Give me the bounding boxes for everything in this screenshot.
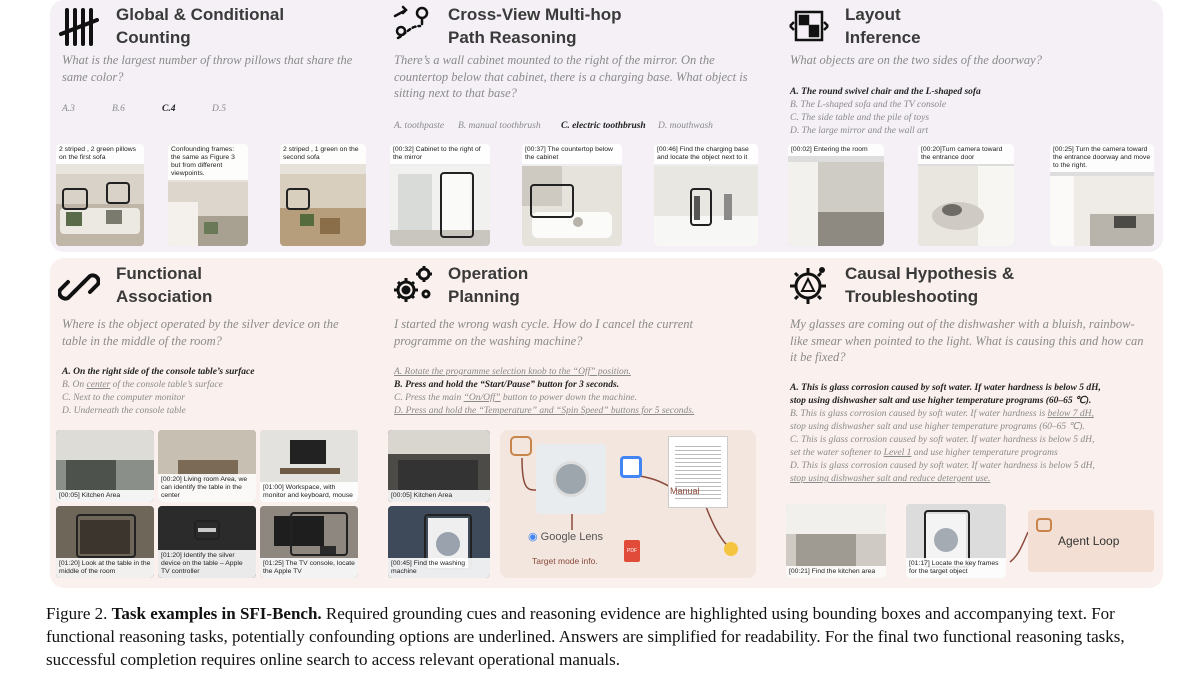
functional-bbox-4 [76, 514, 136, 558]
operation-frame-1 [388, 430, 490, 502]
causal-frame-1 [786, 504, 886, 578]
entering-room-photo [788, 162, 884, 246]
operation-frame-2-caption: [00:45] Find the washing machine [388, 558, 490, 578]
causal-option-d-confounder: stop using dishwasher salt and reduce detergent use. [790, 474, 991, 484]
google-icon [620, 456, 642, 478]
causal-option-c-line2 [790, 447, 1160, 460]
functional-options [62, 366, 372, 418]
operation-frame-2 [388, 506, 490, 578]
causal-option-b-prefix: B. This is glass corrosion caused by soft water. If water hardness is [790, 409, 1048, 419]
functional-title-line2: Association [116, 287, 213, 306]
functional-question: Where is the object operated by the silver device on the table in the middle of the room? [62, 317, 339, 348]
lightbulb-icon [724, 542, 738, 556]
functional-frame-4 [56, 506, 154, 578]
counting-frame-3 [280, 144, 366, 246]
causal-title-line1: Causal Hypothesis & [845, 264, 1015, 283]
manual-document [668, 436, 728, 508]
causal-option-a-line2: stop using dishwasher salt and use higher temperature programs (60–65 ℃). [790, 396, 1092, 406]
functional-title [116, 262, 212, 308]
functional-frame-5 [158, 506, 256, 578]
operation-option-c [394, 392, 764, 405]
counting-question: What is the largest number of throw pillows that share the same color? [62, 53, 353, 84]
path-title [448, 3, 621, 49]
path-question: There’s a wall cabinet mounted to the right of the mirror. On the countertop below that cabinet, there is a charging base. What object is sitting next to that base? [394, 53, 748, 100]
causal-frame-1-caption: [00:21] Find the kitchen area [786, 566, 886, 578]
functional-option-c: C. Next to the computer monitor [62, 393, 185, 403]
functional-frame-6-caption: [01:25] The TV console, locate the Apple TV [260, 558, 358, 578]
path-frame-1-caption: [00:32] Cabinet to the right of the mirror [390, 144, 490, 164]
caption-label: Figure 2. [46, 604, 108, 623]
functional-option-a: A. On the right side of the console table’s surface [62, 367, 255, 377]
layout-frame-1 [788, 144, 884, 246]
layout-option-c: C. The side table and the pile of toys [790, 113, 930, 123]
counting-frame-1-caption: 2 striped , 2 green pillows on the first sofa [56, 144, 144, 164]
manual-label: Manual [670, 486, 700, 496]
tally-marks-icon [58, 6, 100, 48]
layout-frame-3 [1050, 144, 1154, 246]
washing-machine-thumbnail [536, 444, 606, 514]
layout-title [845, 3, 921, 49]
doorway-photo [1050, 176, 1154, 246]
causal-option-b-line1 [790, 408, 1160, 421]
functional-option-b [62, 379, 372, 392]
counting-frame-3-caption: 2 striped , 1 green on the second sofa [280, 144, 366, 164]
causal-options [790, 382, 1160, 486]
sofa-photo [56, 174, 144, 246]
path-option-a: A. toothpaste [394, 121, 445, 131]
layout-frame-1-caption: [00:02] Entering the room [788, 144, 884, 156]
counting-option-d: D.5 [212, 104, 226, 114]
google-lens-label [528, 530, 603, 543]
functional-frame-3-caption: [01:00] Workspace, with monitor and keyboard, mouse [260, 482, 358, 502]
operation-question: I started the wrong wash cycle. How do I cancel the current programme on the washing machine? [394, 317, 694, 348]
layout-frame-2-caption: [00:20]Turn camera toward the entrance door [918, 144, 1014, 164]
path-title-line2: Path Reasoning [448, 28, 577, 47]
causal-option-c-prefix: set the water softener to [790, 448, 884, 458]
layout-options [790, 86, 1150, 138]
gears-icon [392, 264, 434, 306]
operation-option-c-confounder: “On/Off” [463, 393, 501, 403]
counting-bbox-1b [106, 182, 130, 204]
second-sofa-photo [280, 174, 366, 246]
functional-bbox-5 [194, 520, 220, 540]
functional-frame-6 [260, 506, 358, 578]
functional-option-b-confounder: center [86, 380, 111, 390]
route-map-icon [392, 4, 434, 46]
causal-frame-2 [906, 504, 1006, 578]
operation-option-a-text: A. Rotate the programme selection knob to the “Off” position. [394, 367, 631, 377]
functional-frame-1-caption: [00:05] Kitchen Area [56, 490, 154, 502]
causal-option-b-confounder: below 7 dH, [1047, 409, 1094, 419]
functional-frame-4-caption: [01:20] Look at the table in the middle of the room [56, 558, 154, 578]
counting-frame-2 [168, 144, 248, 246]
path-frame-3-caption: [00:46] Find the charging base and locate the object next to it [654, 144, 758, 164]
causal-question: My glasses are coming out of the dishwasher with a bluish, rainbow-like smear when pointed to the light. What is causing this and how can it be fixed? [790, 317, 1144, 364]
operation-option-c-prefix: C. Press the main [394, 393, 464, 403]
caption-bold: Task examples in SFI-Bench. [111, 604, 322, 623]
room-photo [168, 182, 248, 246]
operation-option-b: B. Press and hold the “Start/Pause” button for 3 seconds. [394, 380, 620, 390]
causal-frame-2-caption: [01:17] Locate the key frames for the target object [906, 558, 1006, 578]
path-frame-1 [390, 144, 490, 246]
path-bbox-2 [530, 184, 574, 218]
counting-title-line2: Counting [116, 28, 191, 47]
layout-option-d: D. The large mirror and the wall art [790, 126, 929, 136]
operation-options [394, 366, 764, 418]
path-option-d: D. mouthwash [658, 121, 713, 131]
operation-frame-1-caption: [00:05] Kitchen Area [388, 490, 490, 502]
functional-frame-2 [158, 430, 256, 502]
layout-option-b: B. The L-shaped sofa and the TV console [790, 100, 947, 110]
google-lens-icon: ◉ [528, 531, 538, 543]
operation-option-c-suffix: button to power down the machine. [500, 393, 637, 403]
counting-frame-2-caption: Confounding frames: the same as Figure 3 but from different viewpoints. [168, 144, 248, 180]
causal-option-d-line2 [790, 473, 1160, 486]
path-option-b: B. manual toothbrush [458, 121, 541, 131]
counting-title-line1: Global & Conditional [116, 5, 285, 24]
agent-loop-box [1028, 510, 1154, 572]
causal-option-a-line1: A. This is glass corrosion caused by soft water. If water hardness is below 5 dH, [790, 383, 1101, 393]
caption-text: Required grounding cues and reasoning evidence are highlighted using bounding boxes and accompanying text. For functional reasoning tasks, potentially confounding options are underlined. Answers are simplified for readability. For the final two functional reasoning tasks, successful completion requires online search to access relevant operational manuals. [46, 604, 1125, 669]
functional-frame-2-caption: [00:20] Living room Area, we can identify the table in the center [158, 474, 256, 502]
layout-option-a: A. The round swivel chair and the L-shaped sofa [790, 87, 981, 97]
functional-frame-5-caption: [01:20] Identify the silver device on the table – Apple TV controller [158, 550, 256, 578]
functional-title-line1: Functional [116, 264, 202, 283]
path-frame-2-caption: [00:37] The countertop below the cabinet [522, 144, 622, 164]
counting-option-c: C.4 [162, 104, 176, 114]
gear-warning-icon [788, 264, 830, 306]
counting-bbox-3 [286, 188, 310, 210]
operation-title-line2: Planning [448, 287, 520, 306]
google-lens-text: Google Lens [540, 531, 604, 543]
functional-option-b-prefix: B. On [62, 380, 87, 390]
causal-option-c-confounder: Level 1 [883, 448, 912, 458]
path-bbox-1 [440, 172, 474, 238]
causal-option-c-suffix: and use higher temperature programs [911, 448, 1058, 458]
layout-frame-3-caption: [00:25] Turn the camera toward the entrance doorway and move to the right. [1050, 144, 1154, 172]
functional-option-b-suffix: of the console table’s surface [110, 380, 223, 390]
layout-frame-2 [918, 144, 1014, 246]
counting-option-b: B.6 [112, 104, 125, 114]
operation-option-a [394, 366, 764, 379]
counting-option-a: A.3 [62, 104, 75, 114]
functional-frame-3 [260, 430, 358, 502]
functional-frame-1 [56, 430, 154, 502]
agent-loop-label: Agent Loop [1058, 534, 1120, 548]
functional-option-d: D. Underneath the console table [62, 406, 186, 416]
layout-question: What objects are on the two sides of the doorway? [790, 53, 1042, 67]
floor-plan-icon [788, 6, 830, 48]
counting-frame-1 [56, 144, 144, 246]
causal-option-d-line1: D. This is glass corrosion caused by soft water. If water hardness is below 5 dH, [790, 461, 1095, 471]
path-frame-3 [654, 144, 758, 246]
path-title-line1: Cross-View Multi-hop [448, 5, 622, 24]
functional-bbox-6 [290, 512, 348, 556]
counting-bbox-1a [62, 188, 88, 210]
causal-title-line2: Troubleshooting [845, 287, 979, 306]
link-chain-icon [58, 266, 100, 308]
operation-title [448, 262, 528, 308]
washer-door-icon [553, 461, 589, 497]
agent-robot-icon [1036, 518, 1052, 532]
layout-title-line1: Layout [845, 5, 901, 24]
operation-option-d [394, 405, 764, 418]
causal-title [845, 262, 1014, 308]
operation-title-line1: Operation [448, 264, 529, 283]
robot-icon [510, 436, 532, 456]
causal-option-c-line1: C. This is glass corrosion caused by soft water. If water hardness is below 5 dH, [790, 435, 1095, 445]
operation-tool-flow [500, 430, 756, 578]
layout-title-line2: Inference [845, 28, 921, 47]
counting-title [116, 3, 284, 49]
path-frame-2 [522, 144, 622, 246]
causal-option-b-line2: stop using dishwasher salt and use higher temperature programs (60–65 ℃). [790, 422, 1085, 432]
operation-option-d-text: D. Press and hold the “Temperature” and “Spin Speed” buttons for 5 seconds. [394, 406, 695, 416]
target-mode-label: Target mode info. [532, 556, 598, 566]
path-option-c: C. electric toothbrush [561, 121, 646, 131]
swivel-chair-photo [918, 166, 1014, 246]
figure-caption [46, 602, 1166, 671]
path-bbox-3 [690, 188, 712, 226]
pdf-icon: PDF [624, 540, 640, 562]
